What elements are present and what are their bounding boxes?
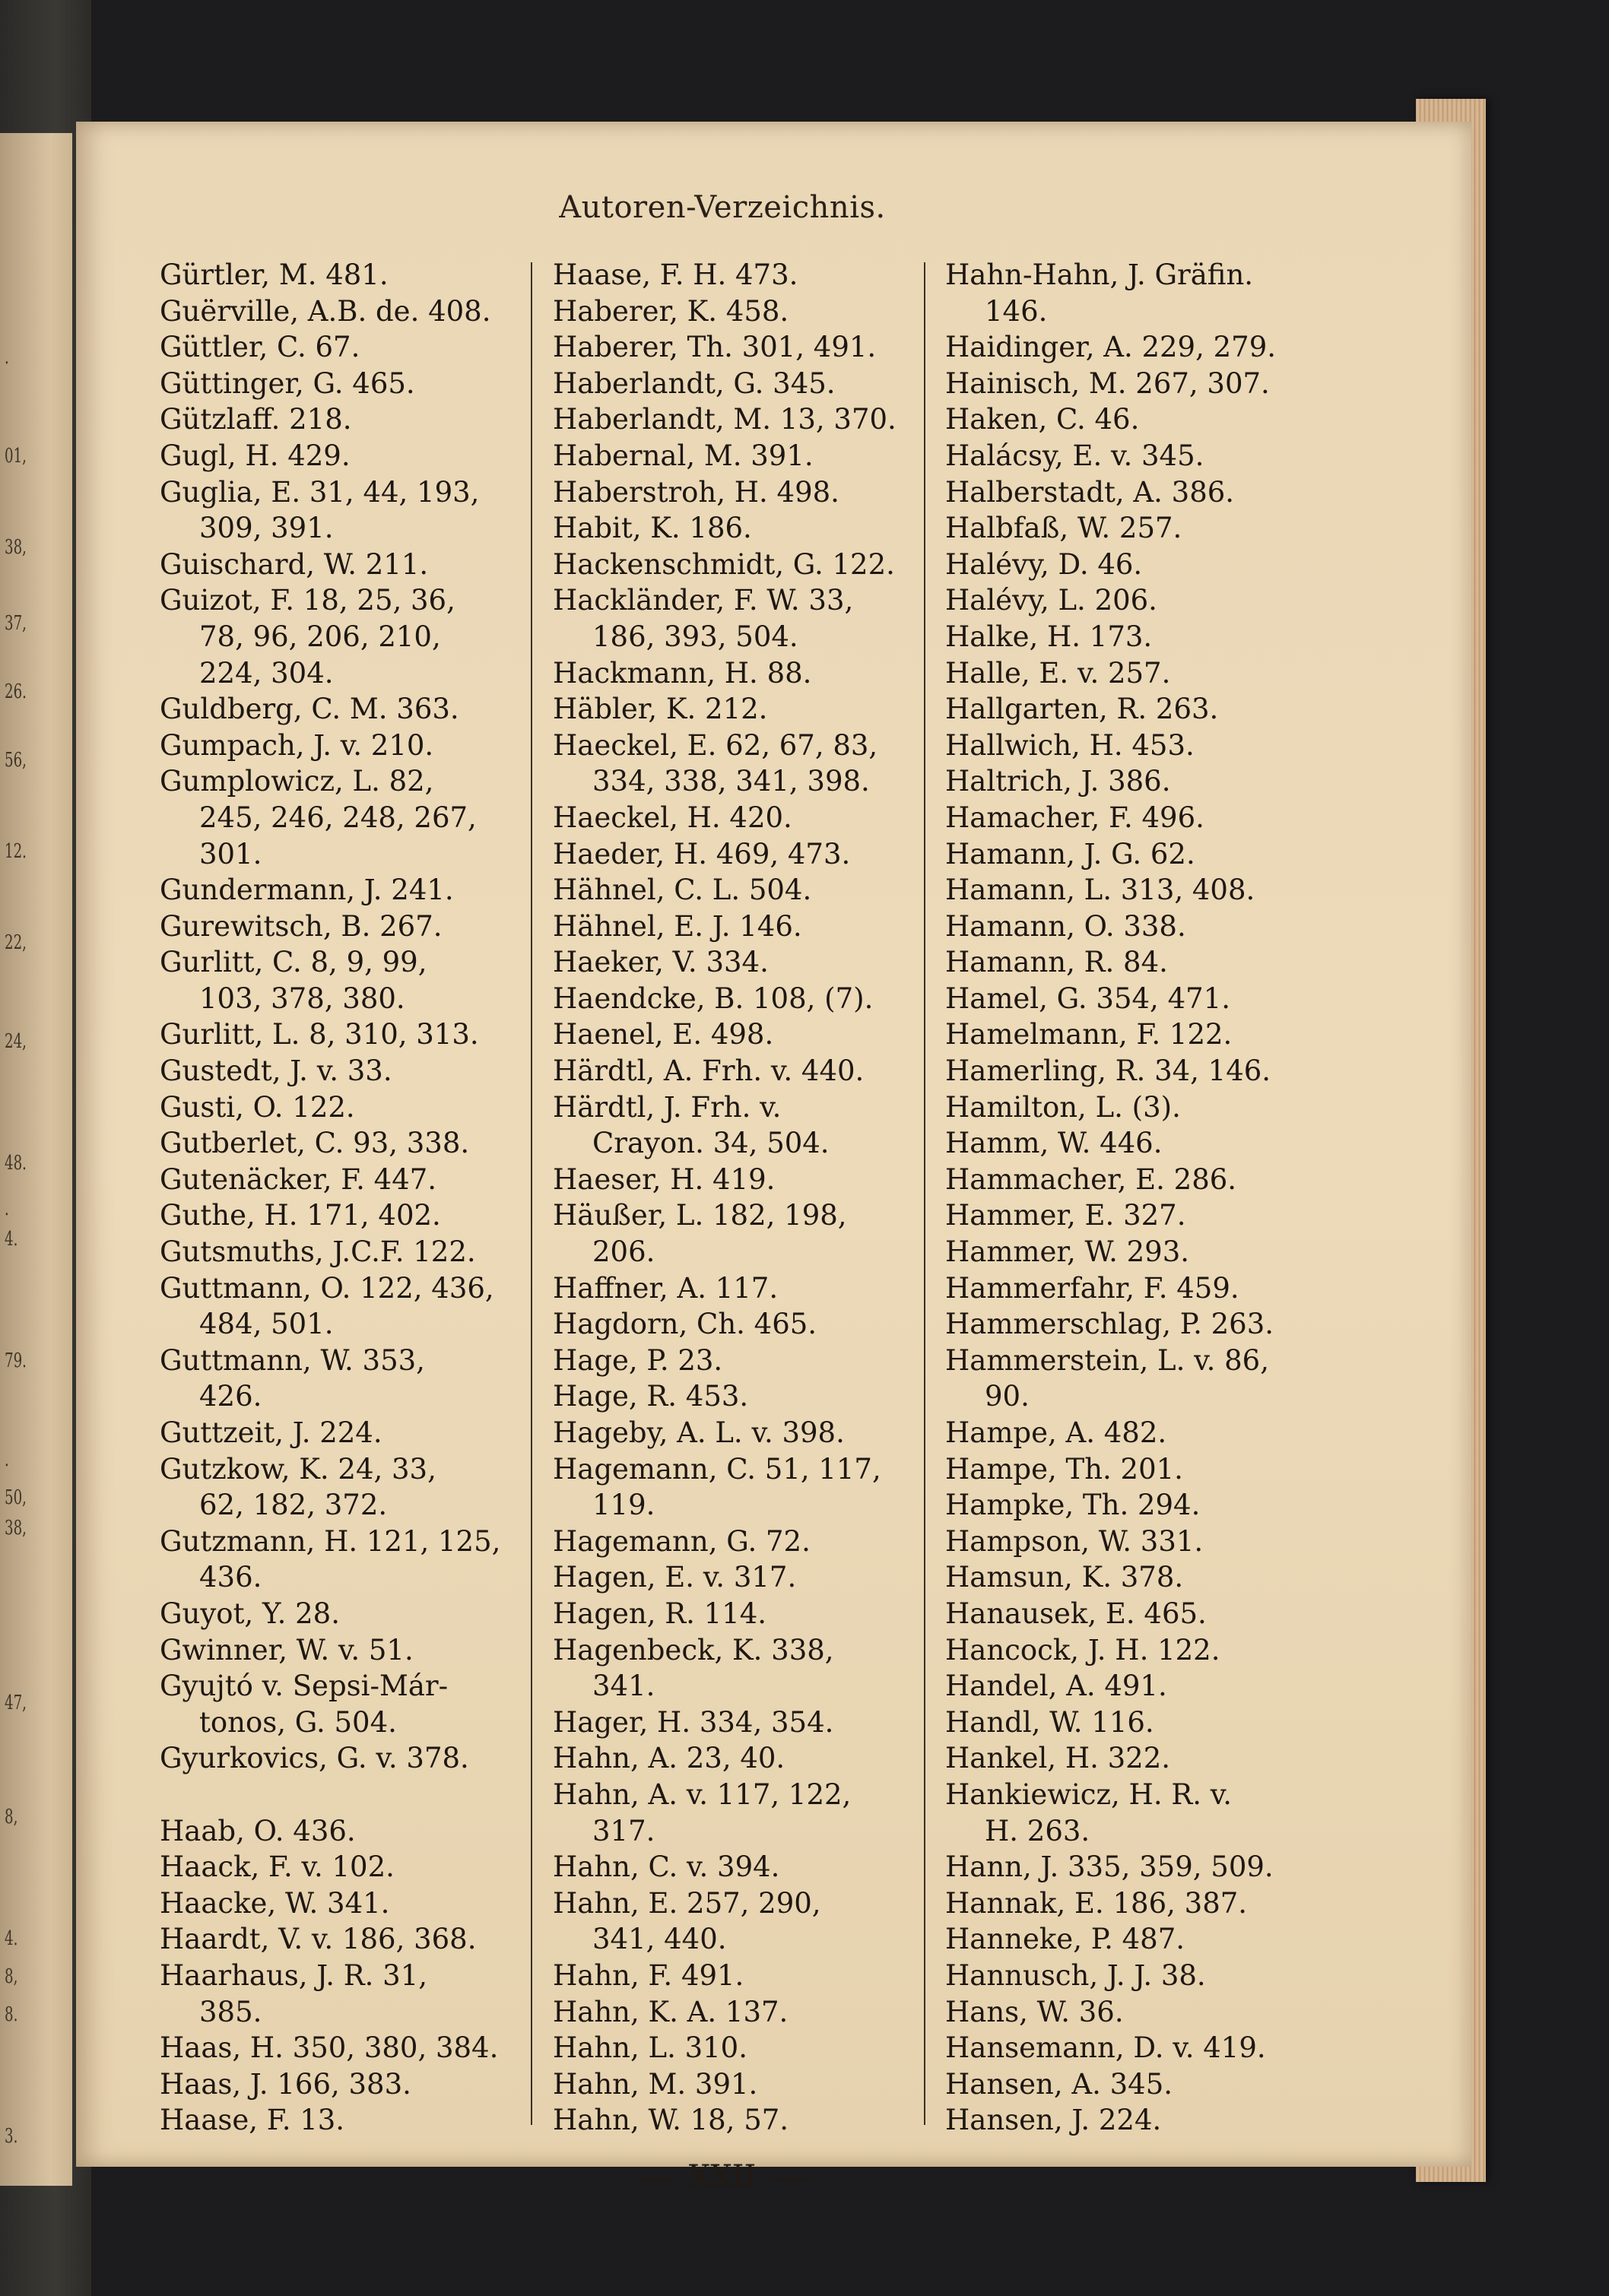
previous-page-fragment: 4. bbox=[5, 1228, 18, 1251]
index-entry: Gutenäcker, F. 447. bbox=[160, 1162, 437, 1196]
index-entry: Hamel, G. 354, 471. bbox=[945, 982, 1230, 1015]
index-entry-continuation: 90. bbox=[985, 1380, 1030, 1413]
previous-page-fragment: 38, bbox=[5, 536, 27, 559]
index-entry: Gurlitt, L. 8, 310, 313. bbox=[160, 1018, 479, 1051]
index-entry: Hamerling, R. 34, 146. bbox=[945, 1054, 1271, 1088]
index-entry: Haberstroh, H. 498. bbox=[553, 475, 839, 509]
index-entry: Hallwich, H. 453. bbox=[945, 728, 1195, 762]
index-entry: Hansemann, D. v. 419. bbox=[945, 2031, 1266, 2065]
previous-page-fragment: 38, bbox=[5, 1517, 27, 1540]
index-entry: Hahn, A. v. 117, 122, bbox=[553, 1777, 852, 1811]
index-entry: Haase, F. 13. bbox=[160, 2104, 345, 2137]
index-entry-continuation: 224, 304. bbox=[199, 656, 334, 690]
index-entry: Häbler, K. 212. bbox=[553, 693, 768, 726]
index-entry: Gurlitt, C. 8, 9, 99, bbox=[160, 946, 427, 979]
previous-page-edge bbox=[0, 133, 72, 2186]
index-entry: Hamsun, K. 378. bbox=[945, 1561, 1184, 1594]
previous-page-fragment: 22, bbox=[5, 931, 27, 954]
index-entry: Gumplowicz, L. 82, bbox=[160, 765, 434, 798]
index-entry: Gürtler, M. 481. bbox=[160, 258, 389, 291]
previous-page-fragment: 48. bbox=[5, 1152, 27, 1175]
footer-dash bbox=[774, 2178, 809, 2180]
index-entry: Hansen, A. 345. bbox=[945, 2067, 1173, 2101]
index-entry: Hankel, H. 322. bbox=[945, 1742, 1170, 1775]
index-entry: Gützlaff. 218. bbox=[160, 403, 352, 436]
index-entry: Haenel, E. 498. bbox=[553, 1018, 774, 1051]
index-entry: Hackmann, H. 88. bbox=[553, 656, 812, 690]
index-entry: Hage, R. 453. bbox=[553, 1380, 749, 1413]
index-entry: Hagenbeck, K. 338, bbox=[553, 1633, 834, 1667]
index-entry: Hahn, A. 23, 40. bbox=[553, 1742, 785, 1775]
index-entry: Hahn, E. 257, 290, bbox=[553, 1886, 821, 1920]
index-column-1 bbox=[160, 257, 517, 2139]
index-entry: Härdtl, J. Frh. v. bbox=[553, 1090, 782, 1124]
index-entry: Gutzkow, K. 24, 33, bbox=[160, 1452, 436, 1486]
index-entry: Hainisch, M. 267, 307. bbox=[945, 366, 1270, 400]
index-entry: Haffner, A. 117. bbox=[553, 1271, 779, 1305]
previous-page-fragments bbox=[5, 316, 35, 2292]
previous-page-fragment: . bbox=[5, 346, 9, 369]
index-entry: Habit, K. 186. bbox=[553, 512, 752, 545]
previous-page-fragment: 56, bbox=[5, 749, 27, 772]
index-entry: Halbfaß, W. 257. bbox=[945, 512, 1182, 545]
index-entry: Hähnel, C. L. 504. bbox=[553, 874, 812, 907]
index-entry: Halácsy, E. v. 345. bbox=[945, 439, 1204, 472]
index-entry-continuation: 426. bbox=[199, 1380, 262, 1413]
index-entry-continuation: 206. bbox=[592, 1235, 655, 1269]
index-entry: Haack, F. v. 102. bbox=[160, 1850, 395, 1884]
index-entry: Halévy, D. 46. bbox=[945, 547, 1143, 581]
index-entry: Hamm, W. 446. bbox=[945, 1127, 1163, 1160]
index-entry-continuation: tonos, G. 504. bbox=[199, 1705, 397, 1739]
index-entry: Hahn, F. 491. bbox=[553, 1958, 744, 1992]
index-entry: Hackländer, F. W. 33, bbox=[553, 584, 854, 617]
previous-page-fragment: 01, bbox=[5, 445, 27, 468]
index-entry: Häußer, L. 182, 198, bbox=[553, 1199, 847, 1232]
index-entry: Gutzmann, H. 121, 125, bbox=[160, 1524, 501, 1558]
previous-page-fragment: 26. bbox=[5, 680, 27, 703]
index-entry: Haberlandt, M. 13, 370. bbox=[553, 403, 897, 436]
index-entry: Habernal, M. 391. bbox=[553, 439, 814, 472]
index-entry: Gugl, H. 429. bbox=[160, 439, 351, 472]
column-divider bbox=[924, 262, 925, 2125]
previous-page-fragment: . bbox=[5, 1448, 9, 1471]
index-entry: Hampe, Th. 201. bbox=[945, 1452, 1183, 1486]
index-entry: Hamilton, L. (3). bbox=[945, 1090, 1181, 1124]
index-entry: Gurewitsch, B. 267. bbox=[160, 909, 443, 943]
index-entry: Halke, H. 173. bbox=[945, 620, 1153, 653]
index-entry: Haarhaus, J. R. 31, bbox=[160, 1958, 428, 1992]
index-entry: Hahn, W. 18, 57. bbox=[553, 2104, 789, 2137]
index-entry: Haeser, H. 419. bbox=[553, 1162, 776, 1196]
index-entry: Hahn, C. v. 394. bbox=[553, 1850, 780, 1884]
index-entry: Hannak, E. 186, 387. bbox=[945, 1886, 1248, 1920]
index-entry: Guldberg, C. M. 363. bbox=[160, 693, 459, 726]
index-entry: Hanausek, E. 465. bbox=[945, 1597, 1207, 1630]
index-entry: Hammerfahr, F. 459. bbox=[945, 1271, 1239, 1305]
index-entry: Haas, J. 166, 383. bbox=[160, 2067, 411, 2101]
index-entry: Haltrich, J. 386. bbox=[945, 765, 1171, 798]
index-entry: Haeckel, E. 62, 67, 83, bbox=[553, 728, 878, 762]
index-entry: Hampe, A. 482. bbox=[945, 1416, 1167, 1449]
index-entry: Guttzeit, J. 224. bbox=[160, 1416, 382, 1449]
previous-page-fragment: 8, bbox=[5, 1965, 18, 1988]
index-entry: Hammacher, E. 286. bbox=[945, 1162, 1237, 1196]
index-entry-continuation: 309, 391. bbox=[199, 512, 334, 545]
index-entry: Hamann, J. G. 62. bbox=[945, 837, 1195, 871]
index-entry-continuation: 317. bbox=[592, 1814, 655, 1847]
index-entry: Haberer, K. 458. bbox=[553, 294, 789, 328]
index-entry-continuation: 341. bbox=[592, 1670, 655, 1703]
index-entry: Hagemann, C. 51, 117, bbox=[553, 1452, 881, 1486]
index-entry: Güttinger, G. 465. bbox=[160, 366, 415, 400]
index-entry: Hageby, A. L. v. 398. bbox=[553, 1416, 845, 1449]
index-entry: Hagen, E. v. 317. bbox=[553, 1561, 797, 1594]
index-entry: Hager, H. 334, 354. bbox=[553, 1705, 834, 1739]
index-entry-continuation: 334, 338, 341, 398. bbox=[592, 765, 870, 798]
index-entry: Guttmann, O. 122, 436, bbox=[160, 1271, 494, 1305]
index-entry: Hamann, L. 313, 408. bbox=[945, 874, 1255, 907]
index-entry: Haardt, V. v. 186, 368. bbox=[160, 1923, 477, 1956]
index-entry: Gyujtó v. Sepsi-Már- bbox=[160, 1670, 449, 1703]
index-entry: Haberlandt, G. 345. bbox=[553, 366, 836, 400]
index-entry-continuation: 62, 182, 372. bbox=[199, 1489, 388, 1522]
previous-page-fragment: 47, bbox=[5, 1692, 27, 1714]
index-entry: Haeckel, H. 420. bbox=[553, 801, 792, 834]
index-entry: Gwinner, W. v. 51. bbox=[160, 1633, 414, 1667]
index-entry: Hans, W. 36. bbox=[945, 1995, 1124, 2028]
index-entry: Hampson, W. 331. bbox=[945, 1524, 1204, 1558]
index-entry: Hammer, E. 327. bbox=[945, 1199, 1186, 1232]
index-entry: Halberstadt, A. 386. bbox=[945, 475, 1235, 509]
index-entry: Hampke, Th. 294. bbox=[945, 1489, 1201, 1522]
index-entry: Hage, P. 23. bbox=[553, 1343, 723, 1377]
index-entry-continuation: 103, 378, 380. bbox=[199, 982, 405, 1015]
index-entry-continuation: 146. bbox=[985, 294, 1048, 328]
index-entry: Guizot, F. 18, 25, 36, bbox=[160, 584, 455, 617]
previous-page-fragment: 79. bbox=[5, 1349, 27, 1372]
column-divider bbox=[531, 262, 532, 2125]
index-entry: Hamacher, F. 496. bbox=[945, 801, 1204, 834]
index-entry-continuation: Crayon. 34, 504. bbox=[592, 1127, 830, 1160]
index-entry: Haab, O. 436. bbox=[160, 1814, 356, 1847]
index-entry-continuation: 436. bbox=[199, 1561, 262, 1594]
index-entry: Halle, E. v. 257. bbox=[945, 656, 1171, 690]
index-entry: Güttler, C. 67. bbox=[160, 331, 360, 364]
index-entry: Guischard, W. 211. bbox=[160, 547, 429, 581]
index-entry: Guglia, E. 31, 44, 193, bbox=[160, 475, 480, 509]
index-gap bbox=[160, 1777, 517, 1813]
index-entry: Guthe, H. 171, 402. bbox=[160, 1199, 441, 1232]
index-entry: Hankiewicz, H. R. v. bbox=[945, 1777, 1232, 1811]
index-entry-continuation: 301. bbox=[199, 837, 262, 871]
index-entry: Hanneke, P. 487. bbox=[945, 1923, 1185, 1956]
index-entry: Gutberlet, C. 93, 338. bbox=[160, 1127, 470, 1160]
index-entry: Haidinger, A. 229, 279. bbox=[945, 331, 1277, 364]
index-entry: Hann, J. 335, 359, 509. bbox=[945, 1850, 1274, 1884]
index-entry: Gustedt, J. v. 33. bbox=[160, 1054, 392, 1088]
index-entry-continuation: 341, 440. bbox=[592, 1923, 727, 1956]
index-entry: Hahn-Hahn, J. Gräfin. bbox=[945, 258, 1254, 291]
previous-page-fragment: 8. bbox=[5, 2003, 18, 2026]
index-entry: Haas, H. 350, 380, 384. bbox=[160, 2031, 499, 2065]
index-entry: Haeder, H. 469, 473. bbox=[553, 837, 851, 871]
index-entry-continuation: 119. bbox=[592, 1489, 655, 1522]
running-head: Autoren-Verzeichnis. bbox=[559, 190, 886, 225]
page-footer bbox=[76, 2159, 1369, 2194]
index-entry: Hancock, J. H. 122. bbox=[945, 1633, 1220, 1667]
index-entry: Hammerstein, L. v. 86, bbox=[945, 1343, 1269, 1377]
index-entry: Guyot, Y. 28. bbox=[160, 1597, 340, 1630]
previous-page-fragment: 24, bbox=[5, 1030, 27, 1053]
index-entry-continuation: 78, 96, 206, 210, bbox=[199, 620, 441, 653]
index-entry: Hamann, R. 84. bbox=[945, 946, 1168, 979]
index-entry: Hagen, R. 114. bbox=[553, 1597, 767, 1630]
index-entry: Hackenschmidt, G. 122. bbox=[553, 547, 895, 581]
previous-page-fragment: . bbox=[5, 1197, 9, 1220]
index-entry: Hammerschlag, P. 263. bbox=[945, 1308, 1274, 1341]
index-entry: Hannusch, J. J. 38. bbox=[945, 1958, 1206, 1992]
index-entry-continuation: 186, 393, 504. bbox=[592, 620, 798, 653]
index-entry: Handel, A. 491. bbox=[945, 1670, 1167, 1703]
page-number: XXII bbox=[688, 2159, 757, 2194]
index-entry-continuation: H. 263. bbox=[985, 1814, 1090, 1847]
index-entry-continuation: 245, 246, 248, 267, bbox=[199, 801, 477, 834]
previous-page-fragment: 37, bbox=[5, 612, 27, 635]
index-entry: Guttmann, W. 353, bbox=[160, 1343, 425, 1377]
index-entry: Hahn, K. A. 137. bbox=[553, 1995, 789, 2028]
previous-page-fragment: 50, bbox=[5, 1486, 27, 1509]
index-entry: Hallgarten, R. 263. bbox=[945, 693, 1219, 726]
index-entry-continuation: 484, 501. bbox=[199, 1308, 334, 1341]
index-entry: Haken, C. 46. bbox=[945, 403, 1140, 436]
index-entry: Gyurkovics, G. v. 378. bbox=[160, 1742, 469, 1775]
index-entry: Haacke, W. 341. bbox=[160, 1886, 390, 1920]
index-column-3 bbox=[945, 257, 1341, 2139]
index-entry: Haase, F. H. 473. bbox=[553, 258, 798, 291]
index-entry: Hansen, J. 224. bbox=[945, 2104, 1162, 2137]
index-entry: Hahn, M. 391. bbox=[553, 2067, 758, 2101]
index-entry: Hamann, O. 338. bbox=[945, 909, 1186, 943]
previous-page-fragment: 8, bbox=[5, 1806, 18, 1828]
index-entry: Haberer, Th. 301, 491. bbox=[553, 331, 877, 364]
index-entry: Hahn, L. 310. bbox=[553, 2031, 747, 2065]
previous-page-fragment: 12. bbox=[5, 840, 27, 863]
index-entry: Hamelmann, F. 122. bbox=[945, 1018, 1233, 1051]
index-entry: Härdtl, A. Frh. v. 440. bbox=[553, 1054, 865, 1088]
previous-page-fragment: 3. bbox=[5, 2125, 18, 2148]
index-entry: Hammer, W. 293. bbox=[945, 1235, 1190, 1269]
index-entry-continuation: 385. bbox=[199, 1995, 262, 2028]
index-entry: Hagdorn, Ch. 465. bbox=[553, 1308, 817, 1341]
index-entry: Gumpach, J. v. 210. bbox=[160, 728, 434, 762]
index-entry: Gutsmuths, J.C.F. 122. bbox=[160, 1235, 476, 1269]
index-entry: Hagemann, G. 72. bbox=[553, 1524, 811, 1558]
index-entry: Gusti, O. 122. bbox=[160, 1090, 355, 1124]
index-entry: Haeker, V. 334. bbox=[553, 946, 769, 979]
footer-dash bbox=[636, 2178, 671, 2180]
previous-page-fragment: 4. bbox=[5, 1927, 18, 1950]
index-entry: Hähnel, E. J. 146. bbox=[553, 909, 802, 943]
index-entry: Handl, W. 116. bbox=[945, 1705, 1154, 1739]
index-entry: Guërville, A.B. de. 408. bbox=[160, 294, 491, 328]
index-column-2 bbox=[553, 257, 918, 2139]
index-entry: Haendcke, B. 108, (7). bbox=[553, 982, 874, 1015]
index-entry: Gundermann, J. 241. bbox=[160, 874, 454, 907]
index-entry: Halévy, L. 206. bbox=[945, 584, 1157, 617]
